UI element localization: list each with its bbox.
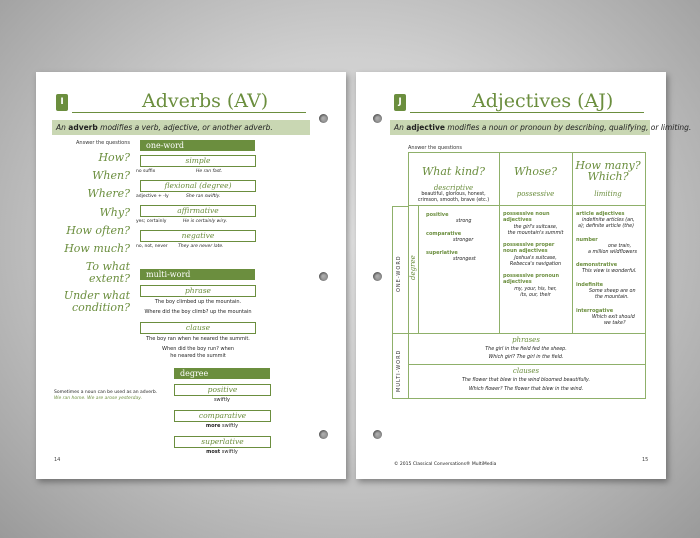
answer-label: Answer the questions [76,140,131,146]
answer-label: Answer the questions [408,145,463,151]
left-page-adverbs [36,72,346,479]
affirmative-example-rule: yes; certainly [136,219,167,224]
phrase-example: The boy climbed up the mountain. [154,299,242,305]
row-divider [408,205,645,206]
definition-pre: An [56,123,69,132]
definition-post: modifies a verb, adjective, or another adverb. [97,123,273,132]
question: Why? [99,206,130,219]
clause-example: The boy ran when he neared the summit. [146,336,250,342]
descriptive-label: descriptive [433,184,474,192]
degree-header: degree [174,368,270,379]
possessive-proper-example: Rebecca's navigation [509,262,562,267]
noun-as-adverb-example: We ran home. We are arose yesterday. [54,396,143,401]
negative-example: They are never late. [178,244,224,249]
row-divider [408,364,645,365]
title-rule [72,112,306,113]
interrogative-label: interrogative [576,308,614,314]
page-number: 15 [642,457,649,463]
question: Where? [87,187,130,200]
title-rule [410,112,644,113]
negative-example-rule: no, not, never [136,244,168,249]
flexional-example: She ran swiftly. [186,194,221,199]
interrogative-example: Which exit should [592,315,635,320]
simple-label: simple [140,155,256,167]
comparative-label: comparative [174,410,271,422]
degree-comparative-label: comparative [426,231,462,237]
multi-word-header: multi-word [140,269,255,280]
right-page-adjectives [356,72,692,479]
possessive-label: possessive [516,190,555,198]
phrases-label: phrases [512,336,540,344]
degree-comparative-example: stronger [453,238,474,243]
row-divider [392,333,645,334]
possessive-noun-example: the girl's suitcase, [513,225,558,230]
noun-as-adverb-note: Sometimes a noun can be used as an adverb. [54,390,158,395]
negative-label: negative [140,230,256,242]
affirmative-example: He is certainly wiry. [183,219,228,224]
limiting-label: limiting [594,190,622,198]
question: How? [98,151,130,164]
question: How often? [66,224,130,237]
degree-positive-example: strong [456,219,472,224]
clauses-label: clauses [512,367,540,375]
possessive-pronoun-label: possessive pronoun adjectives [503,273,560,285]
header-what-kind: What kind? [421,165,486,178]
phrase-example-question: Where did the boy climb? up the mountain [144,309,252,315]
clauses-example: The flower that blew in the wind bloomed beautifully. [461,378,591,383]
article-adjectives-example: indefinite articles (an, [582,218,635,223]
page-title: Adverbs (AV) [142,90,269,112]
demonstrative-example: This view is wonderful. [582,269,637,274]
one-word-header: one-word [140,140,255,151]
degree-row-label: degree [409,255,417,280]
demonstrative-label: demonstrative [576,262,618,268]
superlative-label: superlative [174,436,271,448]
question: How much? [64,242,130,255]
descriptive-example: crimson, smooth, brave (etc.) [417,198,490,203]
article-adjectives-label: article adjectives [576,211,625,217]
degree-divider [418,206,419,333]
binder-hole [373,430,382,439]
section-tab: J [394,94,406,111]
binder-hole [373,272,382,281]
possessive-proper-label: possessive proper noun adjectives [503,242,555,254]
comparative-bold: more [205,423,221,429]
binder-hole [319,272,328,281]
possessive-pronoun-example: its, our, their [520,293,551,298]
superlative-bold: most [206,449,221,455]
superlative-example [174,449,270,455]
descriptive-example: beautiful, glorious, honest, [421,192,486,197]
multi-word-row-label: MULTI-WORD [396,349,402,392]
question: Under what condition? [63,289,130,314]
clauses-example-question: Which flower? The flower that blew in the wind. [468,387,584,392]
positive-label: positive [174,384,271,396]
header-how-many-which: How many? Which? [575,159,641,183]
question: To what extent? [85,260,130,285]
indefinite-example: the mountain. [595,295,629,300]
affirmative-label: affirmative [140,205,256,217]
possessive-noun-example: the mountain's summit [507,231,564,236]
one-word-row-label: ONE-WORD [396,255,402,292]
page-number: 14 [54,457,61,463]
question: When? [92,169,130,182]
degree-superlative-label: superlative [426,250,458,256]
indefinite-label: indefinite [576,282,604,288]
number-example: a million wildflowers [588,250,637,255]
flexional-label: flexional (degree) [140,180,256,192]
section-tab: I [56,94,68,111]
degree-superlative-example: strongest [453,257,476,262]
simple-example-rule: no suffix [136,169,156,174]
possessive-proper-example: Joshua's suitcase, [514,256,557,261]
comparative-example [174,423,270,429]
interrogative-example: we take? [604,321,626,326]
number-example: one train, [608,244,632,249]
column-divider [499,152,500,333]
flexional-example-rule: adjective + -ly [136,194,169,199]
page-title: Adjectives (AJ) [472,90,614,112]
simple-example: He ran fast. [196,169,223,174]
comparative-word: swiftly [220,423,239,429]
definition-bar [390,120,692,135]
phrase-label: phrase [140,285,256,297]
phrases-example: The girl in the field fed the sheep. [485,347,567,352]
clause-example-answer: he neared the summit [170,353,226,359]
article-adjectives-example: a); definite article (the) [578,224,634,229]
definition-bar [52,120,310,135]
indefinite-example: Some sheep are on [589,289,636,294]
copyright: © 2015 Classical Conversations® MultiMedia [394,462,497,467]
binder-hole [319,430,328,439]
definition-pre: An [394,123,407,132]
number-label: number [576,237,598,243]
possessive-noun-label: possessive noun adjectives [503,211,550,223]
definition-term: adjective [406,123,445,132]
definition-term: adverb [68,123,98,132]
binder-hole [319,114,328,123]
definition-post: modifies a noun or pronoun by describing, qualifying, or limiting. [444,123,692,132]
superlative-word: swiftly [220,449,238,455]
degree-positive-label: positive [426,212,449,218]
possessive-pronoun-example: my, your, his, her, [514,287,557,292]
clause-example-question: When did the boy run? when [162,346,234,352]
phrases-example-question: Which girl? The girl in the field. [488,355,564,360]
header-whose: Whose? [513,165,558,178]
positive-example: swiftly [213,397,231,403]
binder-hole [373,114,382,123]
clause-label: clause [140,322,256,334]
